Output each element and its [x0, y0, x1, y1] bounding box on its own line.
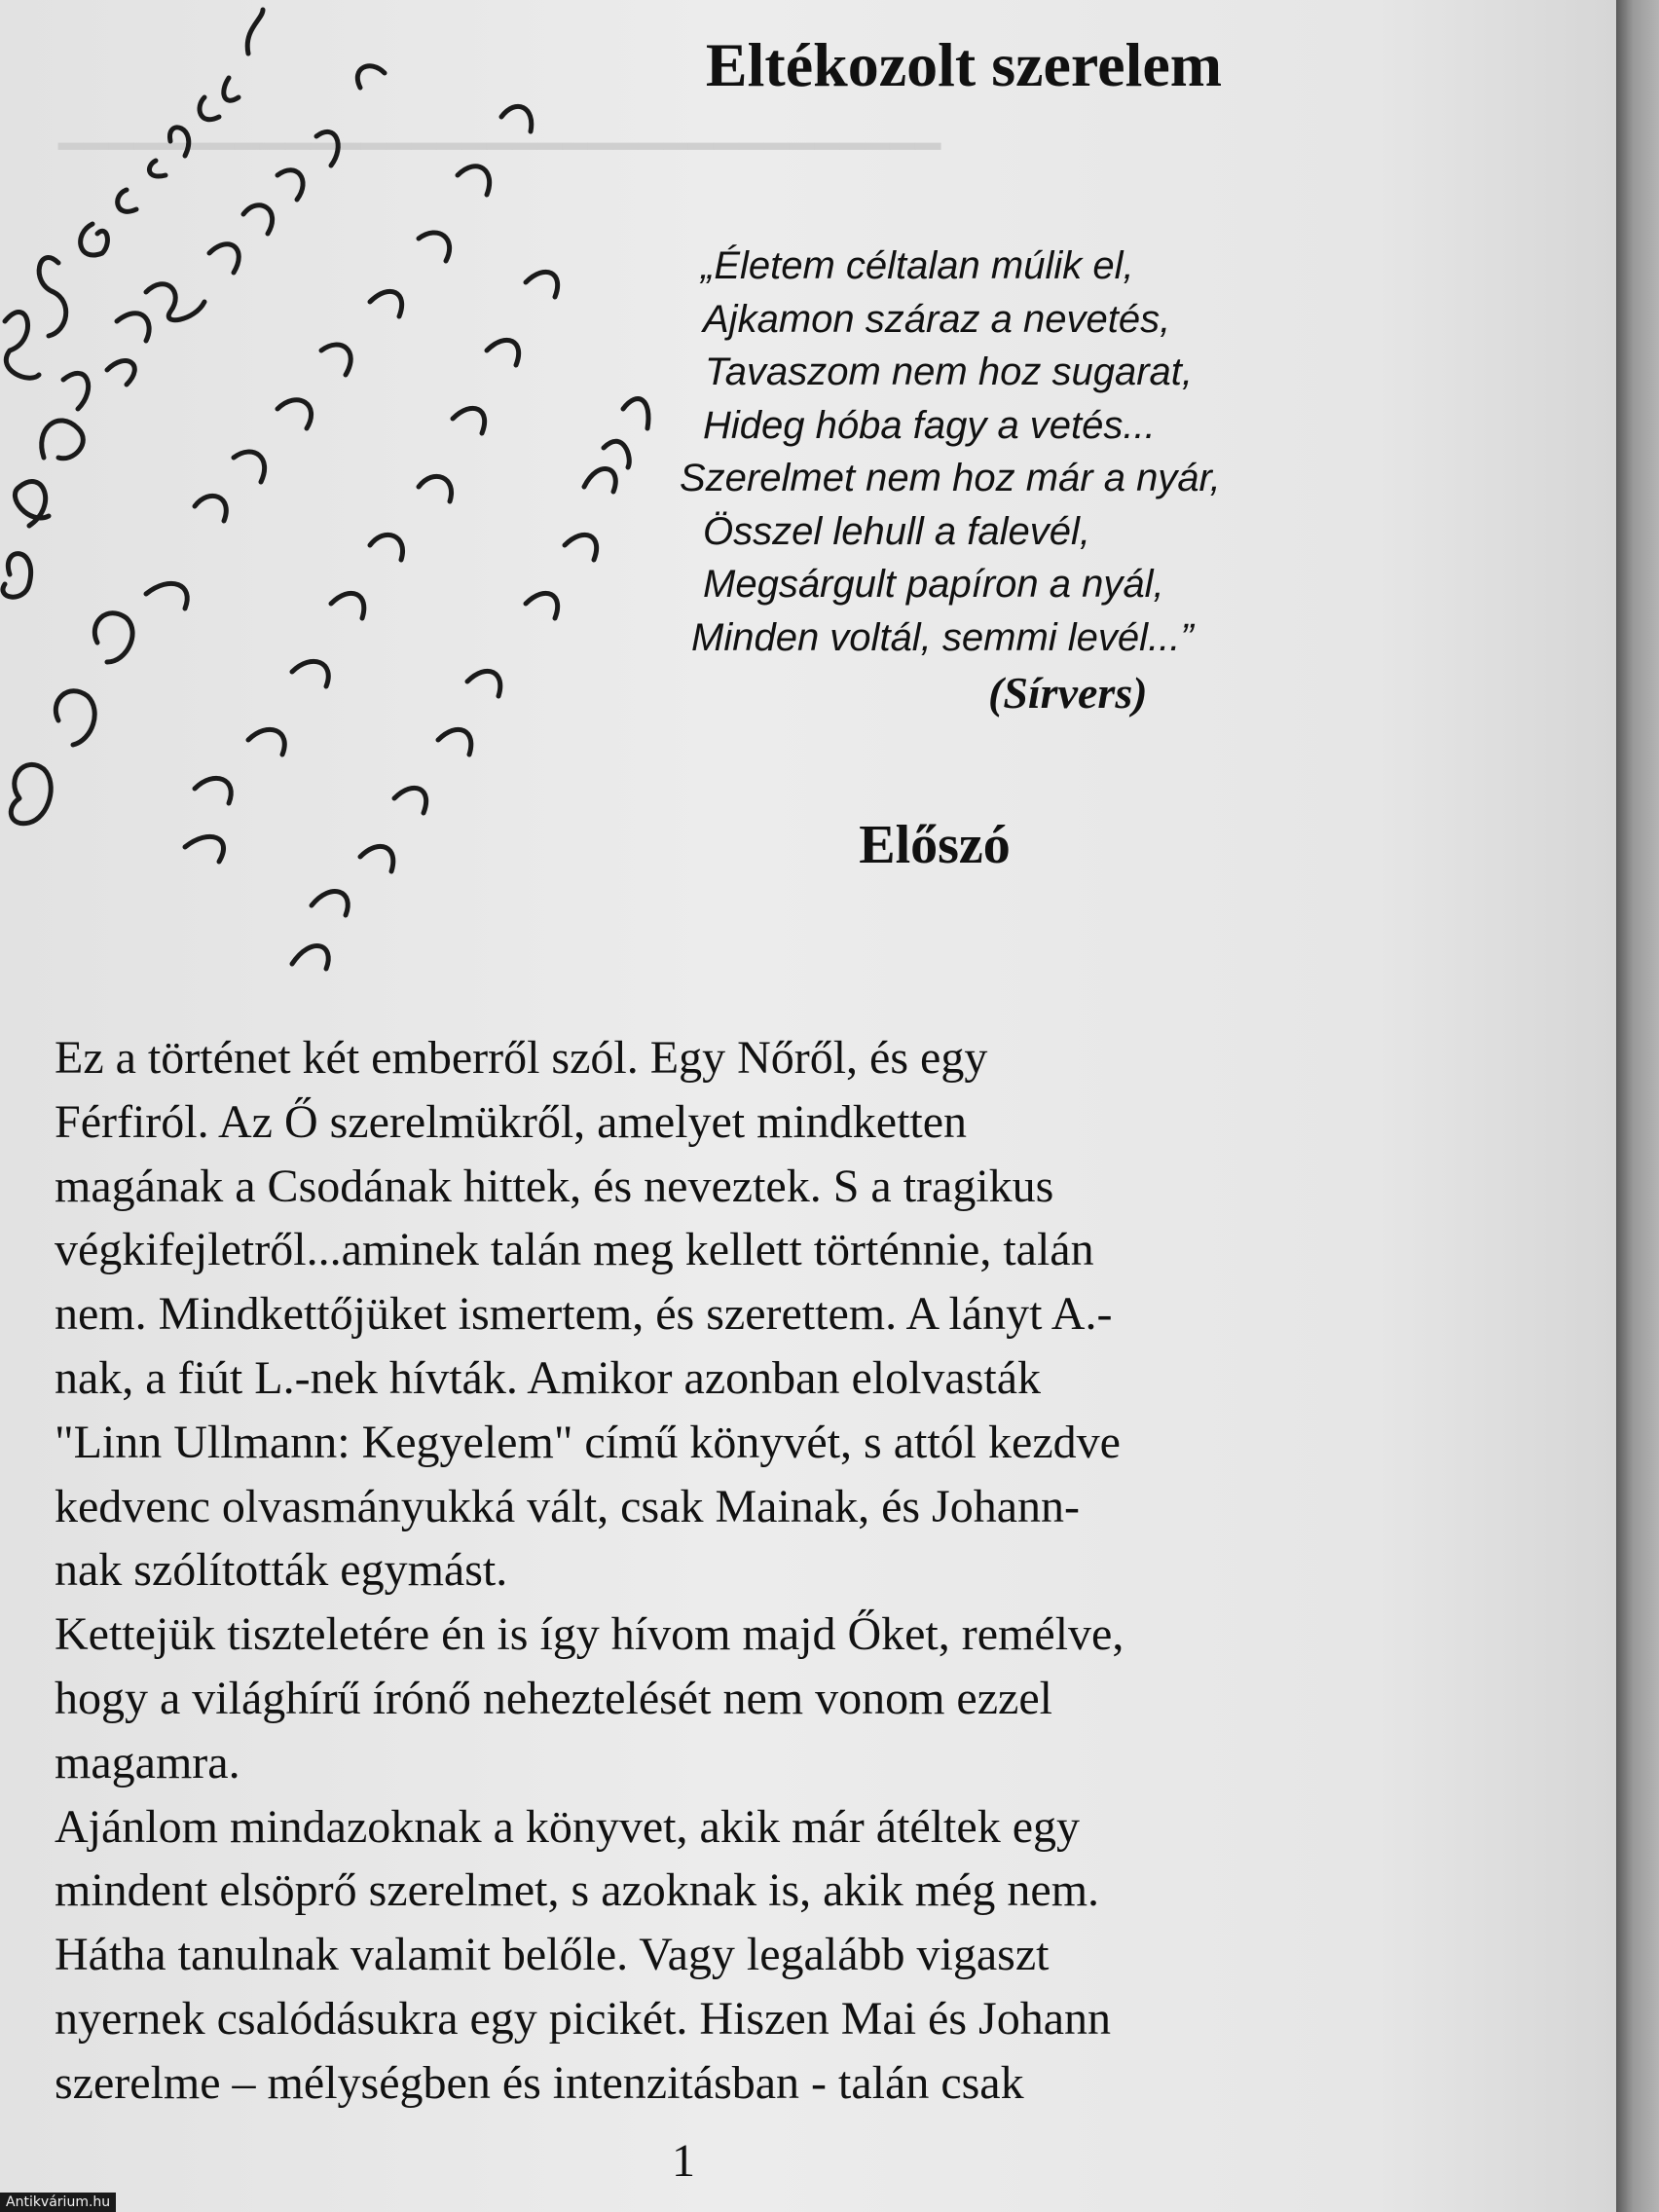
text-line: nyernek csalódásukra egy picikét. Hiszen Mai és Johann [55, 1992, 1111, 2045]
text-line: nem. Mindkettőjüket ismertem, és szerettem. A lányt A.- [55, 1288, 1113, 1341]
text-line: mindent elsöprő szerelmet, s azoknak is, akik még nem. [55, 1864, 1100, 1917]
watermark: Antikvárium.hu [0, 2193, 116, 2212]
text-line: magának a Csodának hittek, és neveztek. S a tragikus [55, 1160, 1054, 1212]
page-title: Eltékozolt szerelem [705, 30, 1223, 99]
text-line: Férfiról. Az Ő szerelmükről, amelyet mindketten [55, 1095, 968, 1148]
text-line: szerelme – mélységben és intenzitásban - talán csak [55, 2056, 1024, 2109]
text-line: nak szólították egymást. [55, 1544, 508, 1597]
text-line: Ez a történet két emberről szól. Egy Nőről, és egy [55, 1032, 988, 1084]
text-line: kedvenc olvasmányukká vált, csak Mainak, és Johann- [55, 1480, 1081, 1532]
page-number: 1 [672, 2135, 695, 2187]
page-edge [1616, 0, 1659, 2212]
text-line: végkifejletről...aminek talán meg kellett történnie, talán [55, 1224, 1094, 1276]
text-line: Kettejük tiszteletére én is így hívom majd Őket, remélve, [55, 1608, 1124, 1661]
poem-line: Szerelmet nem hoz már a nyár, [680, 457, 1221, 499]
text-line: nak, a fiút L.-nek hívták. Amikor azonban elolvasták [55, 1351, 1042, 1404]
text-line: Hátha tanulnak valamit belőle. Vagy legalább vigaszt [55, 1929, 1050, 1981]
poem-attribution: (Sírvers) [988, 668, 1148, 718]
text-line: Ajánlom mindazoknak a könyvet, akik már átéltek egy [55, 1800, 1080, 1853]
poem [662, 240, 1363, 664]
poem-line: „Életem céltalan múlik el, [701, 244, 1134, 287]
poem-line: Tavaszom nem hoz sugarat, [705, 350, 1193, 393]
text-line: "Linn Ullmann: Kegyelem" című könyvét, s attól kezdve [55, 1416, 1121, 1468]
bleed-through-text: ━━━━━━━━━━━━━━━━━━━━━━━━━━━━━━━━━━━ [58, 125, 941, 170]
body-text [55, 1026, 1349, 2116]
section-heading: Előszó [859, 815, 1011, 875]
poem-line: Megsárgult papíron a nyál, [703, 563, 1164, 606]
poem-line: Ajkamon száraz a nevetés, [703, 297, 1171, 341]
poem-line: Minden voltál, semmi levél...” [691, 615, 1194, 659]
text-line: magamra. [55, 1736, 240, 1788]
handwritten-signature [0, 0, 662, 983]
poem-line: Összel lehull a falevél, [703, 509, 1090, 553]
poem-line: Hideg hóba fagy a vetés... [703, 403, 1156, 447]
text-line: hogy a világhírű írónő neheztelését nem vonom ezzel [55, 1672, 1052, 1724]
